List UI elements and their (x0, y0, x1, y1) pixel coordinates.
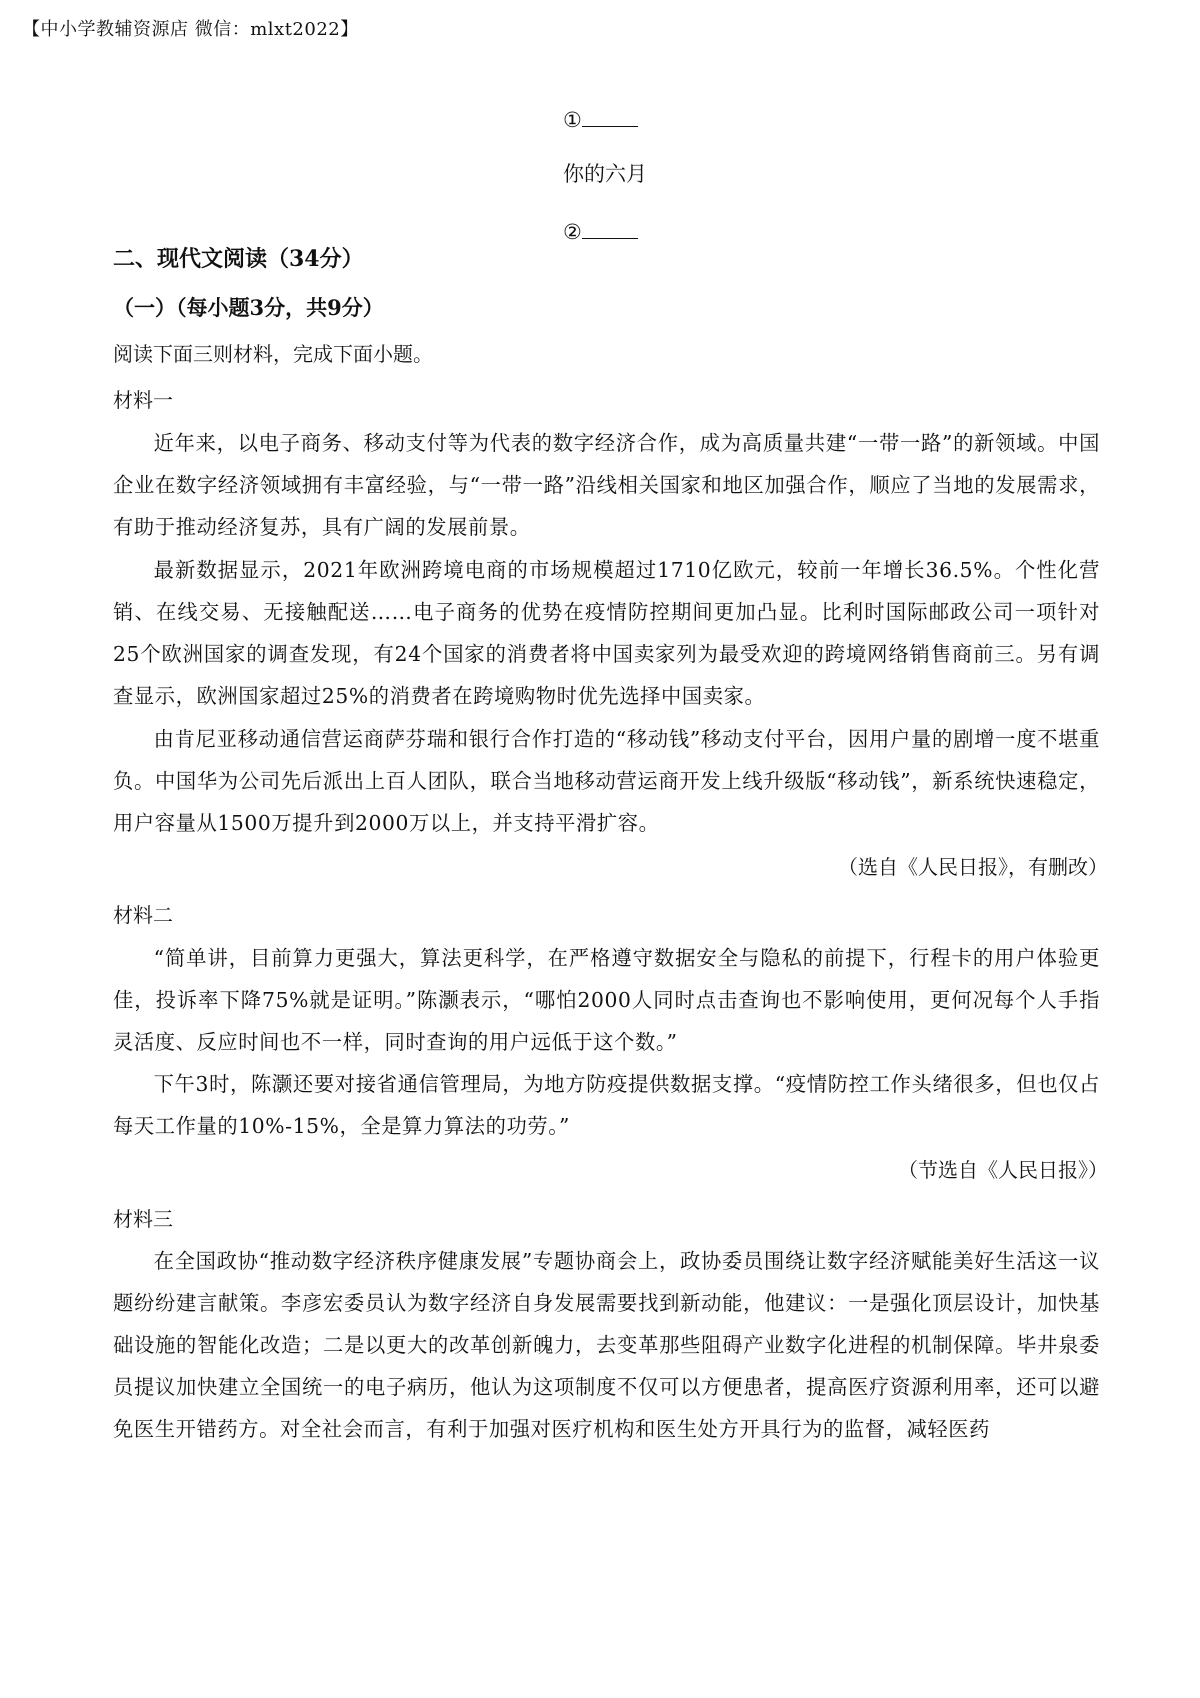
blank-marker-2: ② (563, 220, 582, 244)
material-2-paragraph: “简单讲，目前算力更强大，算法更科学，在严格遵守数据安全与隐私的前提下，行程卡的用户体验更佳，投诉率下降75%就是证明。”陈灏表示，“哪怕2000人同时点击查询也不影响使用，更何况每个人手指灵活度、反应时间也不一样，同时查询的用户远低于这个数。” (113, 946, 1100, 1054)
material-2-paragraph: 下午3时，陈灏还要对接省通信管理局，为地方防疫提供数据支撑。“疫情防控工作头绪很多，但也仅占每天工作量的10%-15%，全是算力算法的功劳。” (113, 1072, 1100, 1138)
material-1-paragraph: 近年来，以电子商务、移动支付等为代表的数字经济合作，成为高质量共建“一带一路”的新领域。中国企业在数字经济领域拥有丰富经验，与“一带一路”沿线相关国家和地区加强合作，顺应了当地的发展需求，有助于推动经济复苏，具有广阔的发展前景。 (113, 431, 1100, 539)
reading-instruction: 阅读下面三则材料，完成下面小题。 (113, 342, 433, 366)
material-1-source: （选自《人民日报》，有删改） (838, 855, 1108, 879)
section-title: 二、现代文阅读（34分） (113, 246, 364, 272)
material-1-paragraph: 最新数据显示，2021年欧洲跨境电商的市场规模超过1710亿欧元，较前一年增长36.5%。个性化营销、在线交易、无接触配送……电子商务的优势在疫情防控期间更加凸显。比利时国际邮政公司一项针对25个欧洲国家的调查发现，有24个国家的消费者将中国卖家列为最受欢迎的跨境网络销售商前三。另有调查显示，欧洲国家超过25%的消费者在跨境购物时优先选择中国卖家。 (113, 558, 1100, 708)
material-1-paragraph: 由肯尼亚移动通信营运商萨芬瑞和银行合作打造的“移动钱”移动支付平台，因用户量的剧增一度不堪重负。中国华为公司先后派出上百人团队，联合当地移动营运商开发上线升级版“移动钱”，新系统快速稳定，用户容量从1500万提升到2000万以上，并支持平滑扩容。 (113, 727, 1100, 835)
answer-blank-1 (582, 100, 638, 127)
material-1-label: 材料一 (113, 388, 173, 412)
material-2-source: （节选自《人民日报》） (898, 1158, 1108, 1182)
blank-marker-1: ① (563, 108, 582, 132)
header-watermark-text: 【中小学教辅资源店 微信：mlxt2022】 (22, 19, 359, 40)
poem-blank-line-2 (563, 212, 763, 268)
material-3-paragraph: 在全国政协“推动数字经济秩序健康发展”专题协商会上，政协委员围绕让数字经济赋能美好生活这一议题纷纷建言献策。李彦宏委员认为数字经济自身发展需要找到新动能，他建议：一是强化顶层设计，加快基础设施的智能化改造；二是以更大的改革创新魄力，去变革那些阻碍产业数字化进程的机制保障。毕井泉委员提议加快建立全国统一的电子病历，他认为这项制度不仅可以方便患者，提高医疗资源利用率，还可以避免医生开错药方。对全社会而言，有利于加强对医疗机构和医生处方开具行为的监督，减轻医药 (113, 1249, 1100, 1441)
answer-blank-2 (582, 212, 638, 239)
subsection-title: （一）（每小题3分，共9分） (113, 295, 384, 320)
poem-block (563, 100, 763, 268)
material-2-label: 材料二 (113, 903, 173, 927)
poem-blank-line-1 (563, 100, 763, 156)
poem-middle-line: 你的六月 (563, 162, 647, 186)
material-3-label: 材料三 (113, 1207, 173, 1231)
